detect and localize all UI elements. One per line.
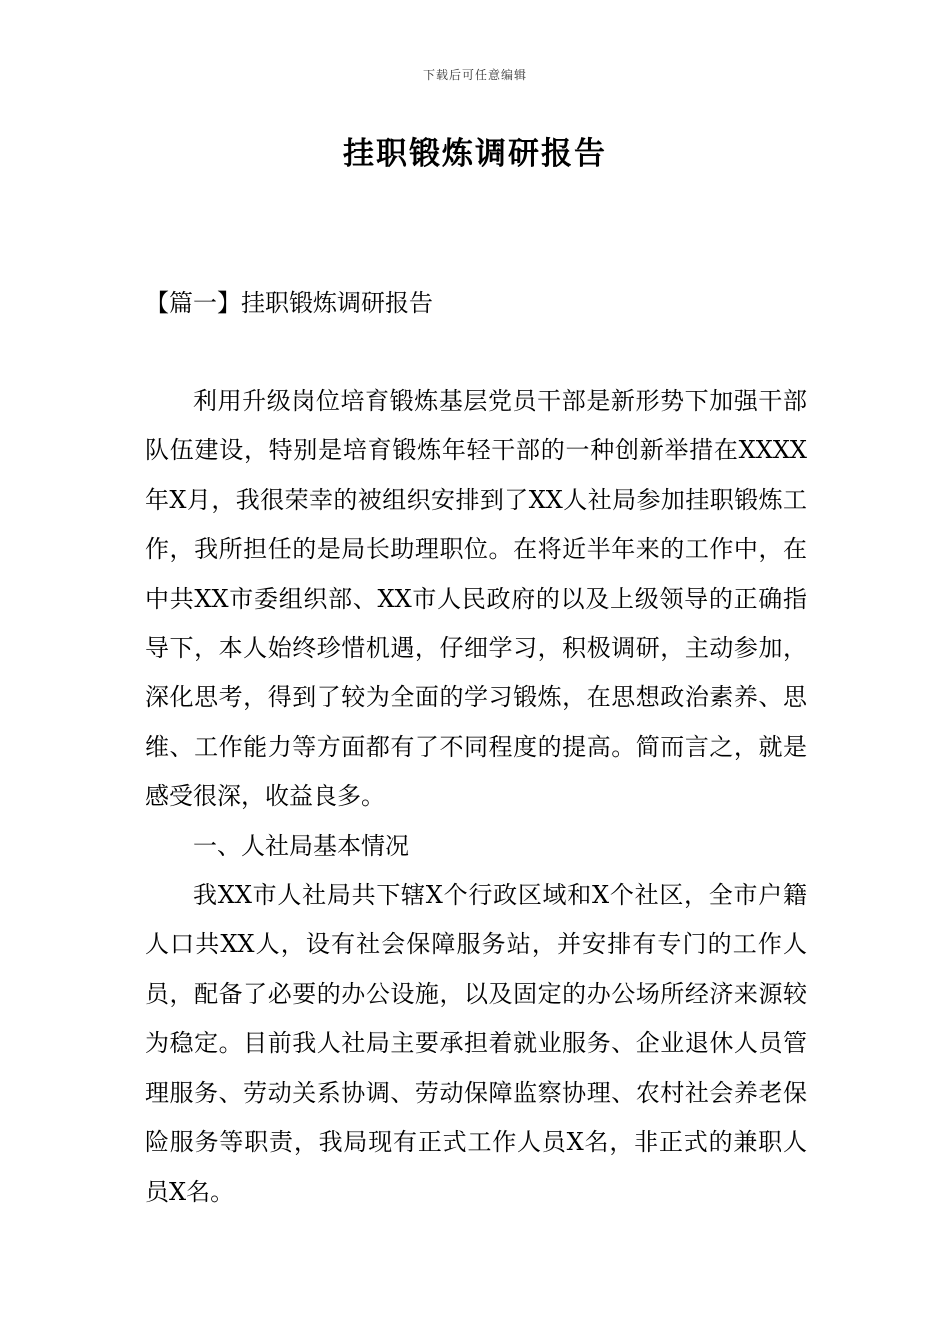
paragraph-basic-info: 我XX市人社局共下辖X个行政区域和X个社区，全市户籍人口共XX人，设有社会保障服务站，并安排有专门的工作人员，配备了必要的办公设施，以及固定的办公场所经济来源较为稳定。目前我人社局主要承担着就业服务、企业退休人员管理服务、劳动关系协调、劳动保障监察协理、农村社会养老保险服务等职责，我局现有正式工作人员X名，非正式的兼职人员X名。 bbox=[145, 881, 807, 1206]
paragraph-intro: 利用升级岗位培育锻炼基层党员干部是新形势下加强干部队伍建设，特别是培育锻炼年轻干部的一种创新举措在XXXX年X月，我很荣幸的被组织安排到了XX人社局参加挂职锻炼工作，我所担任的是局长助理职位。在将近半年来的工作中，在中共XX市委组织部、XX市人民政府的以及上级领导的正确指导下，本人始终珍惜机遇，仔细学习，积极调研，主动参加，深化思考，得到了较为全面的学习锻炼，在思想政治素养、思维、工作能力等方面都有了不同程度的提高。简而言之，就是感受很深，收益良多。 bbox=[145, 387, 807, 811]
section-heading: 【篇一】挂职锻炼调研报告 bbox=[145, 289, 433, 317]
document-title: 挂职锻炼调研报告 bbox=[343, 136, 607, 172]
document-body bbox=[145, 377, 807, 1217]
header-note: 下载后可任意编辑 bbox=[422, 68, 527, 82]
paragraph-subheading: 一、人社局基本情况 bbox=[193, 831, 409, 860]
